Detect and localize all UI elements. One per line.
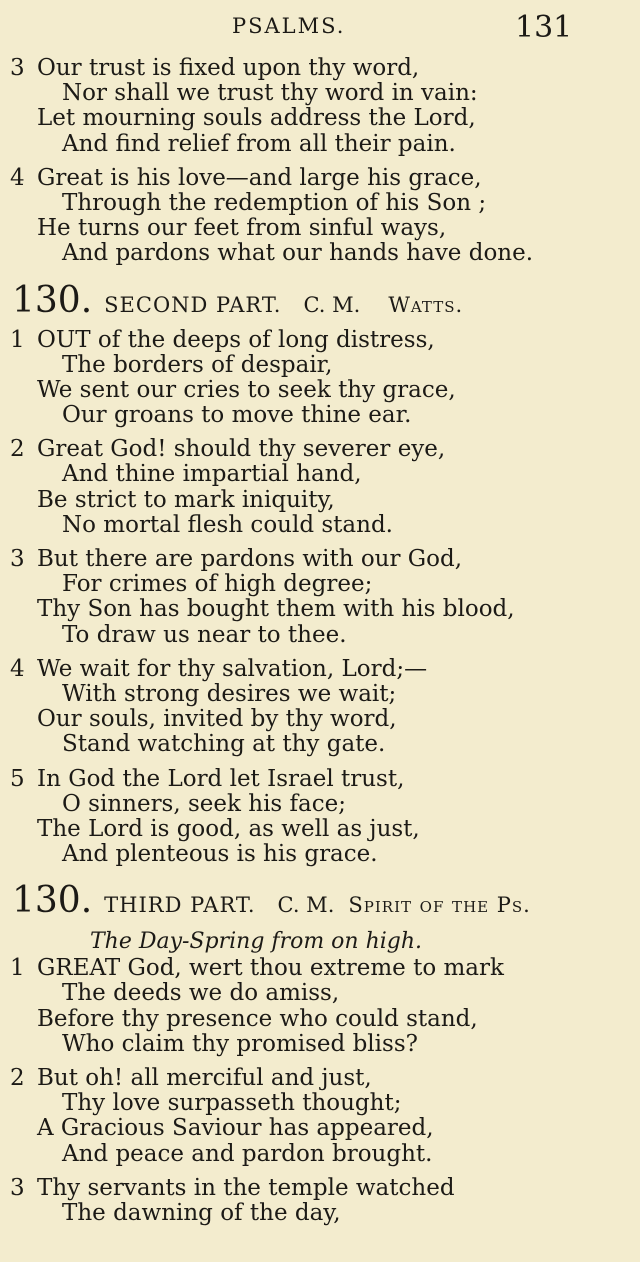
verse-line: But oh! all merciful and just, [37, 1065, 372, 1091]
verse-line: Nor shall we trust thy word in vain: [62, 80, 478, 107]
verse-line: And find relief from all their pain. [62, 130, 456, 157]
hymn-heading [0, 276, 640, 326]
verse-number: 4 [10, 164, 25, 191]
verse-line: And peace and pardon brought. [62, 1140, 433, 1167]
verse-line: We wait for thy salvation, Lord;— [37, 655, 428, 682]
verse-number: 2 [10, 1065, 25, 1091]
hymn-meter: C. M. [277, 893, 335, 918]
verse-number: 3 [10, 1174, 25, 1201]
verse-number: 2 [10, 436, 25, 463]
hymn-part: THIRD PART. [104, 893, 256, 918]
verse-line: Thy servants in the temple watched [37, 1174, 455, 1201]
verse-line: Who claim thy promised bliss? [62, 1030, 418, 1057]
hymn-number: 130. [12, 279, 93, 321]
verse-line: OUT of the deeps of long distress, [37, 326, 435, 353]
hymn-heading [0, 876, 640, 926]
verse [0, 166, 640, 267]
verse-line: Before thy presence who could stand, [37, 1005, 478, 1032]
verse-number: 1 [10, 955, 25, 982]
verse-line: We sent our cries to seek thy grace, [37, 376, 456, 403]
verse-line: He turns our feet from sinful ways, [37, 215, 447, 242]
page-header [0, 8, 640, 45]
verse-line: Thy love surpasseth thought; [62, 1090, 402, 1117]
hymn-second-part [0, 276, 640, 868]
page-number: 131 [515, 10, 573, 45]
hymn-number: 130. [12, 880, 93, 922]
verse-number: 5 [10, 765, 25, 792]
verse-line: But there are pardons with our God, [37, 546, 463, 572]
hymn-author: Spirit of the Ps. [348, 893, 531, 918]
verse-line: In God the Lord let Israel trust, [37, 765, 405, 792]
hymn-meter: C. M. [303, 292, 361, 317]
verse-line: Great is his love—and large his grace, [37, 164, 482, 191]
verse-line: Our groans to move thine ear. [62, 402, 412, 429]
verse-number: 1 [10, 326, 25, 353]
verse [0, 56, 640, 157]
verse [0, 328, 640, 429]
verse-line: The deeds we do amiss, [62, 980, 340, 1007]
verse-line: Through the redemption of his Son ; [62, 189, 487, 216]
verse-line: Stand watching at thy gate. [62, 731, 386, 758]
verse-line: Let mourning souls address the Lord, [37, 105, 476, 132]
verse [0, 437, 640, 538]
verse-line: GREAT God, wert thou extreme to mark [37, 955, 504, 982]
verse [0, 956, 640, 1057]
verse-line: Be strict to mark iniquity, [37, 486, 335, 513]
running-title: PSALMS. [232, 14, 346, 38]
verse-number: 3 [10, 55, 25, 81]
verse [0, 547, 640, 648]
verse-line: To draw us near to thee. [62, 621, 347, 648]
verse-line: With strong desires we wait; [62, 680, 397, 707]
hymn-subtitle: The Day-Spring from on high. [90, 929, 423, 955]
verse-line: And thine impartial hand, [62, 461, 362, 488]
hymn-part: SECOND PART. [104, 292, 282, 317]
verse-number: 3 [10, 546, 25, 572]
hymn-third-part [0, 876, 640, 1226]
verse [0, 767, 640, 868]
verse-line: Our trust is fixed upon thy word, [37, 55, 420, 81]
verse-line: For crimes of high degree; [62, 571, 373, 598]
verse-line: A Gracious Saviour has appeared, [37, 1115, 434, 1142]
verse-line: And plenteous is his grace. [62, 841, 378, 868]
verse-line: No mortal flesh could stand. [62, 511, 393, 538]
page-content [0, 56, 640, 1235]
verse-line: Great God! should thy severer eye, [37, 436, 446, 463]
verse-line: And pardons what our hands have done. [62, 240, 534, 267]
verse-line: The borders of despair, [62, 351, 333, 378]
verse-line: O sinners, seek his face; [62, 790, 347, 817]
verse-line: The dawning of the day, [62, 1199, 341, 1226]
verse [0, 1066, 640, 1167]
verse-number: 4 [10, 655, 25, 682]
hymn-author: Watts. [388, 292, 464, 317]
verse [0, 1176, 640, 1226]
verse-line: Our souls, invited by thy word, [37, 706, 397, 733]
verse [0, 657, 640, 758]
hymn-continuation [0, 56, 640, 267]
verse-line: The Lord is good, as well as just, [37, 815, 420, 842]
verse-line: Thy Son has bought them with his blood, [37, 596, 515, 623]
